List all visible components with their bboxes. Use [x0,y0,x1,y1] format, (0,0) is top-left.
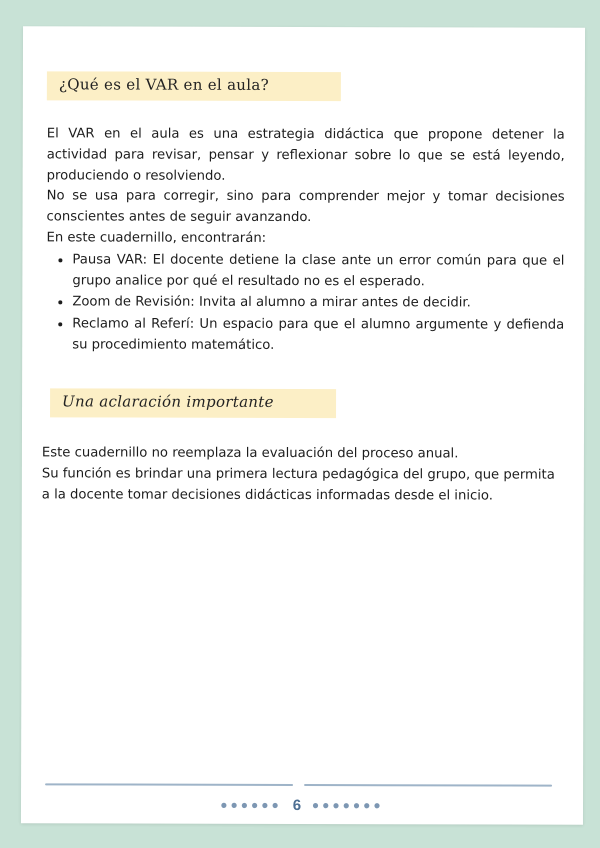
paragraph-no-reemplaza: Este cuadernillo no reemplaza la evaluación del proceso anual. [41,445,459,462]
pager-dots-left: ●●●●●● [220,797,282,812]
list-item-zoom-revision: • Zoom de Revisión: Invita al alumno a mirar antes de decidir. [72,293,564,315]
document-page [21,26,585,824]
paragraph-list-intro: En este cuadernillo, encontrarán: [46,230,267,246]
paragraph-funcion: Su función es brindar una primera lectura pedagógica del grupo, que permita a la docente tomar decisiones didácticas informadas desde el inicio. [41,466,555,504]
section-title-var: ¿Qué es el VAR en el aula? [47,71,341,101]
page-number: 6 [292,796,302,814]
footer-divider-left [45,783,293,786]
feature-list [46,250,564,357]
footer-divider-right [304,784,552,787]
paragraph-intro: El VAR en el aula es una estrategia didáctica que propone detener la actividad para revisar, pensar y reflexionar sobre lo que se está leyendo, produciendo o resolviendo. [46,126,565,184]
section-var-body [46,124,565,357]
list-item-reclamo-referi: • Reclamo al Referí: Un espacio para que el alumno argumente y defienda su procedimiento matemático. [72,315,564,358]
section-aclaracion-body [42,443,564,507]
list-item-pausa-var: • Pausa VAR: El docente detiene la clase ante un error común para que el grupo analice por qué el resultado no es el esperado. [72,250,564,293]
pager-dots-right: ●●●●●●● [311,798,384,813]
section-title-aclaracion: Una aclaración importante [50,388,336,418]
paragraph-purpose: No se usa para corregir, sino para comprender mejor y tomar decisiones conscientes antes de seguir avanzando. [46,188,565,226]
page-number-footer [21,796,583,814]
